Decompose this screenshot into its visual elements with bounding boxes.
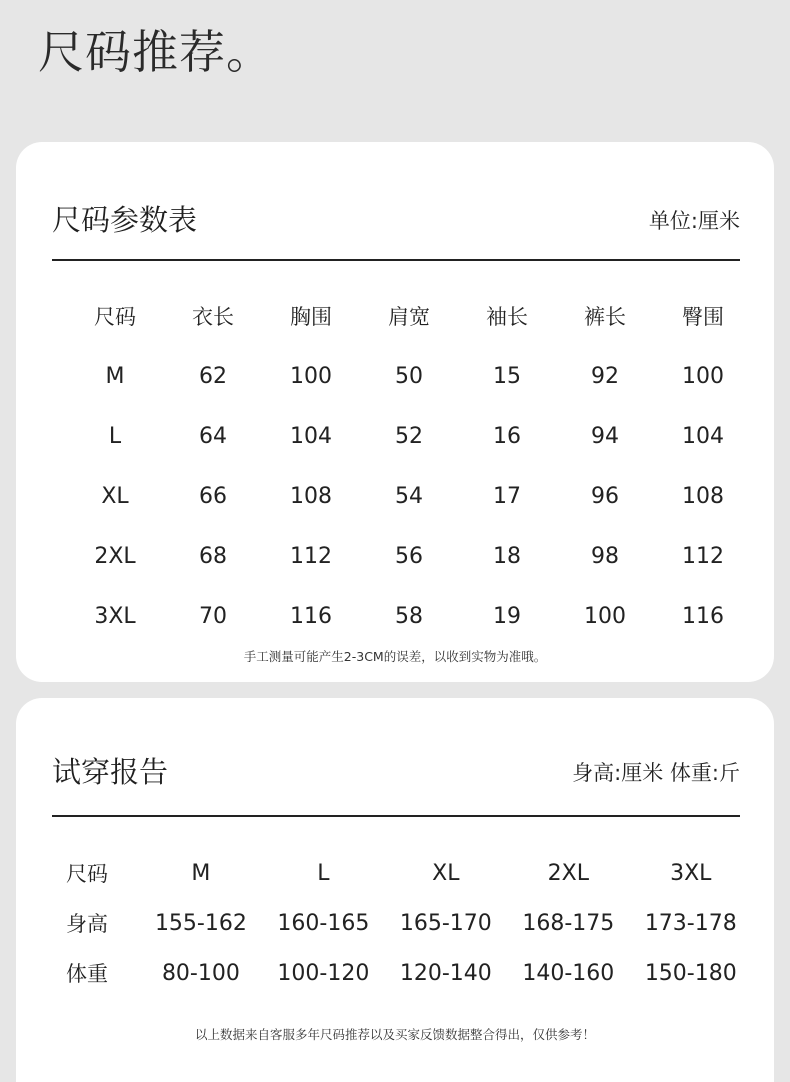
fit-report-note: 以上数据来自客服多年尺码推荐以及买家反馈数据整合得出，仅供参考！ [194, 1027, 595, 1042]
fit-table [52, 848, 752, 998]
table-cell: 108 [682, 483, 724, 509]
table-cell: 70 [199, 603, 227, 629]
size-chart-title: 尺码参数表 [52, 203, 198, 237]
header-cell-size: 尺码 [94, 305, 136, 329]
table-row [66, 526, 756, 586]
size-chart-divider [52, 259, 740, 261]
table-cell: 64 [199, 423, 227, 449]
table-cell: 168-175 [522, 910, 615, 936]
table-cell: 16 [493, 423, 521, 449]
table-cell: 17 [493, 483, 521, 509]
fit-report-card [16, 698, 774, 1082]
fit-report-title: 试穿报告 [52, 755, 169, 789]
table-cell: 3XL [670, 860, 712, 886]
table-cell: 160-165 [277, 910, 370, 936]
table-cell: 18 [493, 543, 521, 569]
table-row [52, 848, 752, 898]
table-cell: L [108, 423, 122, 449]
table-cell: 2XL [547, 860, 589, 886]
table-cell: 100 [584, 603, 626, 629]
table-cell: 3XL [94, 603, 136, 629]
page-title: 尺码推荐。 [38, 25, 273, 79]
table-cell: 58 [395, 603, 423, 629]
size-chart-unit: 单位:厘米 [648, 209, 740, 233]
table-cell: 15 [493, 363, 521, 389]
table-cell: 140-160 [522, 960, 615, 986]
table-row [52, 898, 752, 948]
table-row [52, 948, 752, 998]
table-cell: 173-178 [644, 910, 737, 936]
table-cell: 100 [290, 363, 332, 389]
table-cell: 56 [395, 543, 423, 569]
table-cell: 165-170 [399, 910, 492, 936]
table-cell: 94 [591, 423, 619, 449]
table-row [66, 466, 756, 526]
table-cell: 108 [290, 483, 332, 509]
table-cell: 62 [199, 363, 227, 389]
table-cell: 150-180 [644, 960, 737, 986]
table-row [66, 586, 756, 646]
table-cell: L [317, 860, 330, 886]
table-cell: M [191, 860, 211, 886]
size-chart-note: 手工测量可能产生2-3CM的误差，以收到实物为准哦。 [243, 649, 547, 664]
table-cell: 120-140 [399, 960, 492, 986]
table-cell: 100 [682, 363, 724, 389]
row-label-size: 尺码 [66, 862, 108, 886]
header-cell-shoulder: 肩宽 [388, 305, 430, 329]
size-table [66, 286, 756, 646]
row-label-weight: 体重 [66, 962, 108, 986]
header-cell-pants-length: 裤长 [584, 305, 626, 329]
table-cell: 98 [591, 543, 619, 569]
table-cell: 112 [682, 543, 724, 569]
table-cell: 112 [290, 543, 332, 569]
table-cell: 68 [199, 543, 227, 569]
size-table-header-row [66, 286, 756, 346]
table-cell: 66 [199, 483, 227, 509]
table-cell: 52 [395, 423, 423, 449]
header-cell-chest: 胸围 [290, 305, 332, 329]
table-cell: 19 [493, 603, 521, 629]
table-cell: 104 [682, 423, 724, 449]
table-cell: 155-162 [154, 910, 247, 936]
table-cell: 54 [395, 483, 423, 509]
header-cell-sleeve: 袖长 [486, 305, 528, 329]
table-cell: 96 [591, 483, 619, 509]
row-label-height: 身高 [66, 912, 108, 936]
table-cell: 100-120 [277, 960, 370, 986]
table-cell: XL [101, 483, 129, 509]
table-cell: XL [432, 860, 460, 886]
table-cell: 2XL [94, 543, 136, 569]
header-cell-length: 衣长 [192, 305, 234, 329]
table-cell: M [105, 363, 125, 389]
table-cell: 50 [395, 363, 423, 389]
table-row [66, 406, 756, 466]
table-cell: 104 [290, 423, 332, 449]
size-chart-header [52, 200, 740, 240]
header-cell-hip: 臀围 [682, 305, 724, 329]
fit-report-unit: 身高:厘米 体重:斤 [572, 761, 740, 785]
table-cell: 92 [591, 363, 619, 389]
fit-report-header [52, 752, 740, 792]
size-chart-card [16, 142, 774, 682]
table-row [66, 346, 756, 406]
fit-report-divider [52, 815, 740, 817]
table-cell: 116 [682, 603, 724, 629]
table-cell: 80-100 [161, 960, 240, 986]
table-cell: 116 [290, 603, 332, 629]
